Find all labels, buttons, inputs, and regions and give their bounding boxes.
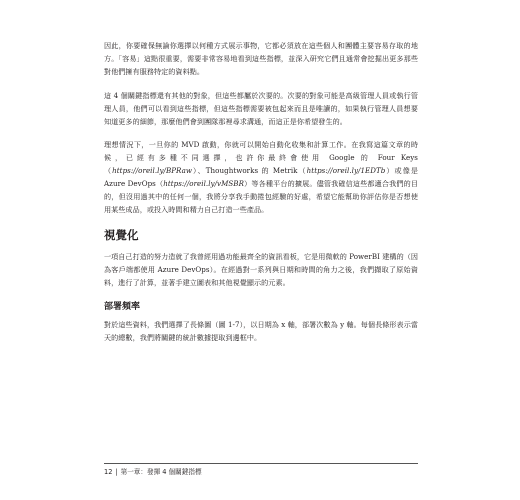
paragraph-automation-text-a: 理想情況下，一旦你的 MVD 啟動，你就可以開始自動化收集和計算工作。在我寫這篇文章的時候，已經有多種不同選擇，也許你最終會使用 Google 的 Four Keys（ <box>104 140 418 176</box>
azure-devops-link[interactable]: https://oreil.ly/vMSBR <box>163 179 244 189</box>
page-footer <box>104 468 202 477</box>
paragraph-bar-chart: 對於這些資料，我們選擇了長條圖（圖 1-7），以日期為 x 軸，部署次數為 y 軸。每個長條形表示當天的總數，我們將關鍵的統計數據提取到邊框中。 <box>104 319 418 342</box>
footer-divider <box>104 463 418 464</box>
section-heading-visualization: 視覺化 <box>104 227 139 242</box>
running-chapter-title: 第一章：發揮 4 個關鍵指標 <box>120 468 202 476</box>
paragraph-automation <box>104 139 418 216</box>
subsection-heading-deployment-frequency: 部署頻率 <box>104 301 141 312</box>
footer-separator: | <box>115 468 118 476</box>
page-content <box>104 40 418 355</box>
four-keys-link[interactable]: https://oreil.ly/BPRaw <box>112 166 192 176</box>
paragraph-automation-text-c: ）或像是 Azure DevOps（ <box>104 166 418 189</box>
page-number: 12 <box>104 468 113 476</box>
paragraph-automation-text-b: ）、Thoughtworks 的 Metrik（ <box>192 166 307 176</box>
paragraph-automation-text-d: ）等各種平台的擴展。儘管我確信這些都適合我們的目的，但沒用過其中的任何一個，我將分享我手動捲包經驗的好處，希望它能幫助你評估你是否想使用某些成品，或投入時間和精力自己打造一些產品。 <box>104 179 418 214</box>
paragraph-secondary-audience: 這 4 個關鍵指標還有其他的對象，但這些都屬於次要的。次要的對象可能是高級管理人員或執行管理人員，他們可以看到這些指標，但這些指標需要被包起來而且是唯讀的，如果執行管理人員想要知道更多的細節，那麼他們會到團隊那裡尋求溝通，而這正是你希望發生的。 <box>104 90 418 126</box>
metrik-link[interactable]: https://oreil.ly/1EDTb <box>306 166 386 176</box>
paragraph-powerbi: 一項自己打造的努力造就了我曾經用過功能最齊全的資訊看板，它是用微軟的 PowerBI 建構的（因為客戶端都使用 Azure DevOps）。在經過對一系列與日期和時間的角力之後，我們擷取了原始資料，進行了計算，並著手建立圖表和其他視覺顯示的元素。 <box>104 251 418 287</box>
paragraph-intro: 因此，你要確保無論你選擇以何種方式展示事物，它都必須放在這些個人和團體主要容易存取的地方。「容易」這點很重要，需要非常容易地看到這些指標，並深入研究它們且通常會挖掘出更多那些對他們擁有服務特定的資料點。 <box>104 41 418 76</box>
